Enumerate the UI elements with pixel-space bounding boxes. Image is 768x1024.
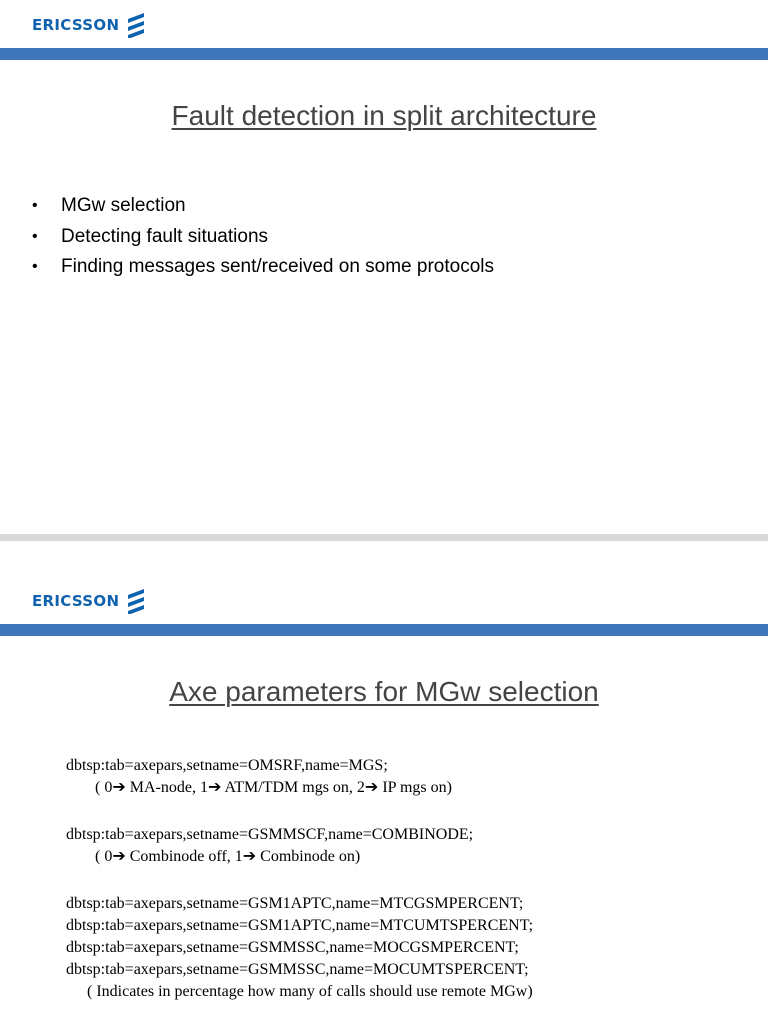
command-note: ( 0➔ MA-node, 1➔ ATM/TDM mgs on, 2➔ IP mgs on) bbox=[95, 779, 452, 796]
bullet-icon: • bbox=[32, 258, 38, 275]
header-bar bbox=[0, 624, 768, 636]
command-line: dbtsp:tab=axepars,setname=GSMMSSC,name=MOCUMTSPERCENT; bbox=[66, 961, 529, 978]
ericsson-logo bbox=[32, 588, 147, 614]
header-bar bbox=[0, 48, 768, 60]
slide-axe-parameters bbox=[0, 541, 768, 1024]
command-note: ( 0➔ Combinode off, 1➔ Combinode on) bbox=[95, 848, 361, 865]
command-line: dbtsp:tab=axepars,setname=GSM1APTC,name=MTCUMTSPERCENT; bbox=[66, 917, 534, 934]
parameter-commands bbox=[66, 755, 533, 1003]
command-line: dbtsp:tab=axepars,setname=GSMMSSC,name=MOCGSMPERCENT; bbox=[66, 939, 519, 956]
bullet-text: Finding messages sent/received on some protocols bbox=[61, 256, 495, 277]
command-note: ( Indicates in percentage how many of calls should use remote MGw) bbox=[87, 983, 533, 1000]
ericsson-logo-text: ERICSSON bbox=[32, 592, 120, 610]
ericsson-logo-icon bbox=[125, 12, 147, 38]
bullet-item bbox=[32, 194, 494, 225]
bullet-item bbox=[32, 255, 494, 286]
ericsson-logo bbox=[32, 12, 147, 38]
slide-title: Axe parameters for MGw selection bbox=[169, 676, 599, 707]
slide-title: Fault detection in split architecture bbox=[171, 100, 597, 131]
bullet-text: Detecting fault situations bbox=[61, 225, 269, 247]
slide-separator bbox=[0, 534, 768, 541]
command-line: dbtsp:tab=axepars,setname=GSMMSCF,name=COMBINODE; bbox=[66, 826, 474, 843]
bullet-text: MGw selection bbox=[61, 195, 186, 216]
ericsson-logo-icon bbox=[125, 588, 147, 614]
bullet-item bbox=[32, 225, 494, 256]
command-line: dbtsp:tab=axepars,setname=OMSRF,name=MGS; bbox=[66, 757, 388, 774]
ericsson-logo-text: ERICSSON bbox=[32, 16, 120, 34]
command-line: dbtsp:tab=axepars,setname=GSM1APTC,name=MTCGSMPERCENT; bbox=[66, 895, 524, 912]
bullet-icon: • bbox=[32, 227, 38, 245]
bullet-icon: • bbox=[32, 197, 38, 214]
bullet-list bbox=[32, 194, 494, 286]
